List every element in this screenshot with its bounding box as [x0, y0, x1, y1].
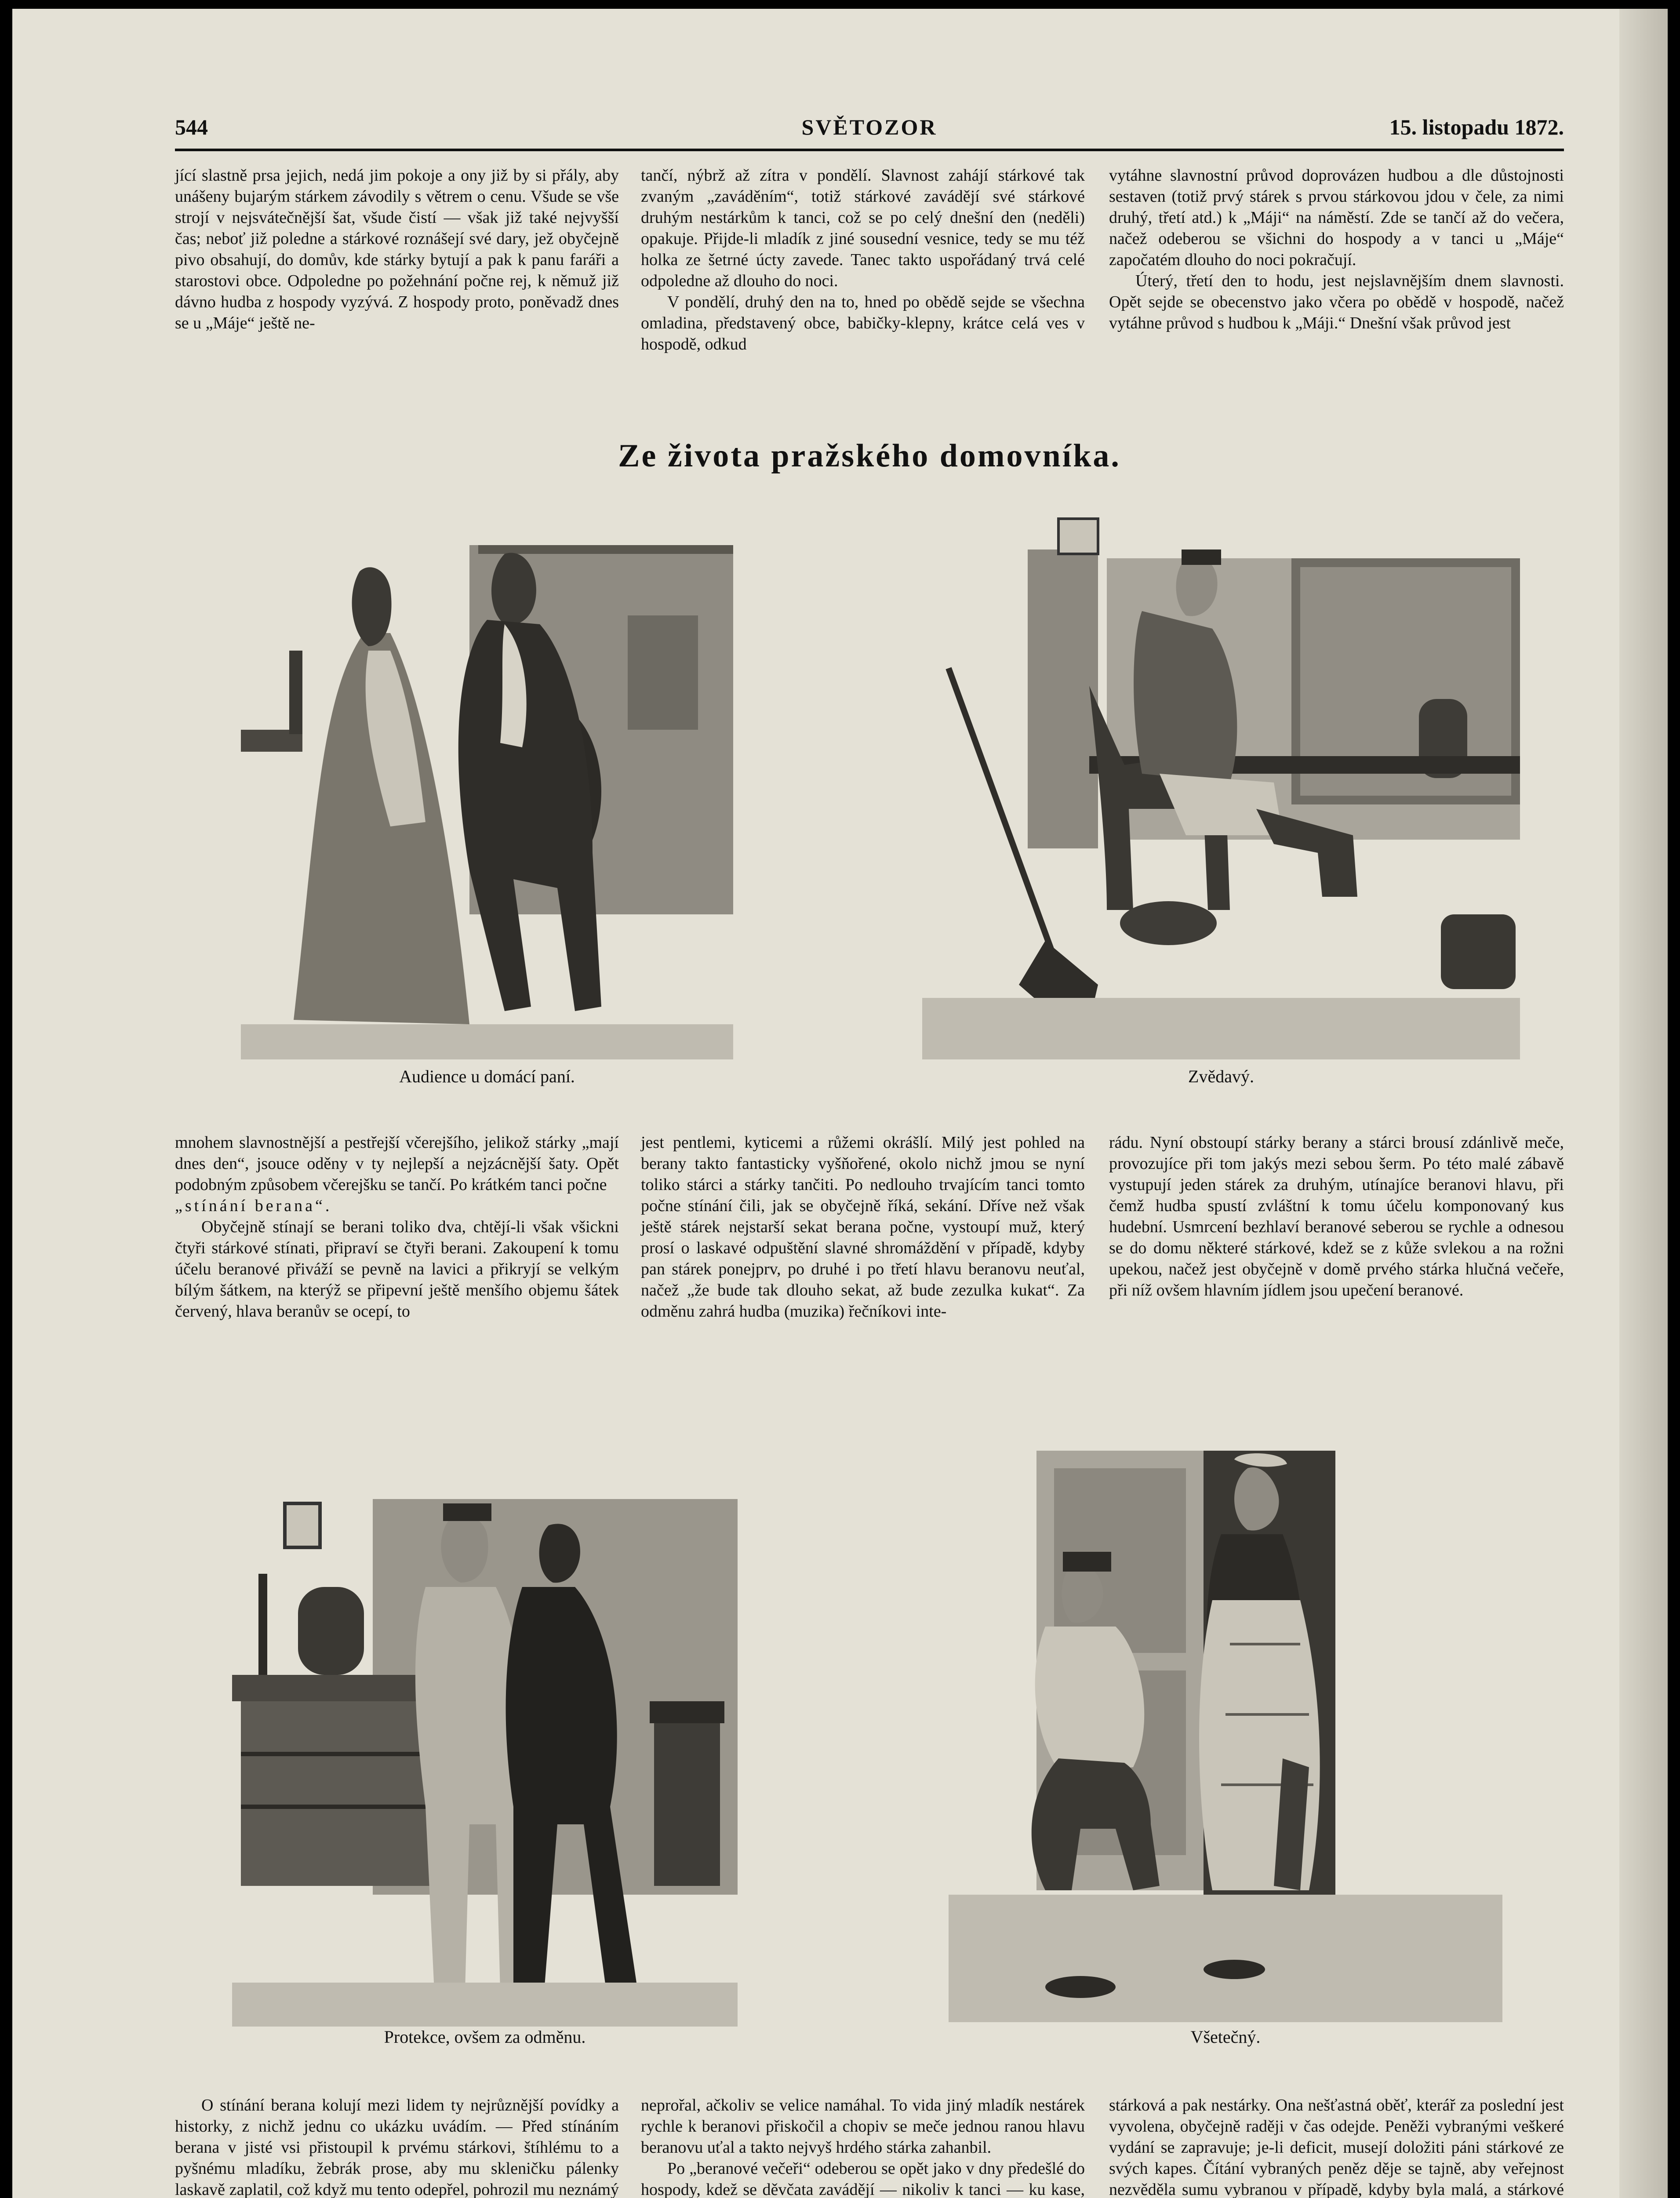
paragraph: mnohem slavnostnější a pestřejší včerejšího, jelikož stárky „mají dnes den“, jsouce oděny v ty nejlepší a nejzácnější šaty. Opět podobným způsobem včerejšku se tančí. Po krátkém tanci počne: [175, 1133, 619, 1194]
top-column-1: [175, 165, 619, 334]
bottom-column-2: [641, 2095, 1085, 2198]
header-rule: [175, 149, 1564, 151]
caption-audience: Audience u domácí paní.: [399, 1066, 575, 1086]
middle-column-3: [1109, 1132, 1564, 1301]
illustration-protection: [232, 1473, 738, 2027]
paragraph: jící slastně prsa jejich, nedá jim pokoje a ony již by si přály, aby unášeny bujarým stárkem závodily s větrem o cenu. Všude se vše strojí v nejsvátečnější šat, všude čistí — však již také nejvyšší čas; neboť již poledne a stárkové roznášejí své dary, jež obyčejně pivo obsahují, do domův, kde stárky bytují a pak k panu faráři a starostovi obce. Odpoledne po požehnání počne rej, k němuž již dávno hudba z hospody vyzývá. Z hospody proto, poněvadž dnes se u „Máje“ ještě ne-: [175, 166, 619, 332]
paragraph: Úterý, třetí den to hodu, jest nejslavnějším dnem slavnosti. Opět sejde se obecenstvo jako včera po obědě v hospodě, načež vytáhne průvod s hudbou k „Máji.“ Dnešní však průvod jest: [1109, 272, 1564, 332]
page-header: [175, 114, 1564, 145]
paragraph: Po „beranové večeři“ odeberou se opět jako v dny předešlé do hospody, kdež se děvčata zavádějí — nikoliv k tanci — ku kase,: [641, 2159, 1085, 2198]
top-column-2: [641, 165, 1085, 355]
feature-title: Ze života pražského domovníka.: [618, 438, 1121, 474]
paragraph: neprořal, ačkoliv se velice namáhal. To vida jiný mladík nestárek rychle k beranovi přiskočil a chopiv se meče jednou ranou hlavu beranovu uťal a takto nejvyš hrdého stárka zahanbil.: [641, 2096, 1085, 2157]
bottom-column-3: [1109, 2095, 1564, 2198]
paragraph: stárková a pak nestárky. Ona nešťastná oběť, kterář za poslední jest vyvolena, obyčejně raději v čas odejde. Peněži vybranými veškeré vydání se zapravuje; je-li deficit, musejí doložiti páni stárkové ze svých kapes. Čítání vybraných peněz děje se tajně, aby veřejnost nezvěděla sumu vybranou v případě, kdyby byla malá, a stárkové: [1109, 2096, 1564, 2198]
issue-date: 15. listopadu 1872.: [1389, 115, 1564, 139]
paragraph: jest pentlemi, kyticemi a růžemi okrášlí. Milý jest pohled na berany takto fantasticky vyšňořené, okolo nichž jmou se nyní toliko stárci a stárky tančiti. Po nedlouho trvajícím tanci tomto počne stínání čili, jak se obyčejně říká, sekání. Dříve než však ještě stárek nejstarší sekat berana počne, vystoupí muž, který prosí o laskavé odpuštění slavné shromáždění v případě, kdyby pan stárek ponejprv, po druhé i po třetí hlavu beranovu neuťal, načež „že bude tak dlouho sekat, až bude zezulka kukat“. Za odměnu zahrá hudba (muzika) řečníkovi inte-: [641, 1133, 1085, 1321]
caption-nosy: Všetečný.: [1190, 2027, 1261, 2047]
middle-column-2: [641, 1132, 1085, 1322]
middle-column-1: [175, 1132, 619, 1322]
top-column-3: [1109, 165, 1564, 334]
paragraph: O stínání berana kolují mezi lidem ty nejrůznější povídky a historky, z nichž jednu co ukázku uvádím. — Před stínáním berana v jisté vsi přistoupil k prvému stárkovi, štíhlému to a pyšnému mladíku, žebrák prose, aby mu skleničku pálenky laskavě zaplatil, což když mu tento odepřel, pohrozil mu neznámý: [175, 2096, 619, 2198]
masthead: SVĚTOZOR: [801, 115, 938, 139]
illustration-curious: [922, 501, 1520, 1059]
page-number: 544: [175, 115, 208, 139]
illustration-nosy: [949, 1451, 1502, 2022]
caption-curious: Zvědavý.: [1188, 1066, 1254, 1086]
engraving-curious: [922, 501, 1520, 1059]
paragraph: tančí, nýbrž až zítra v pondělí. Slavnost zahájí stárkové tak zvaným „zaváděním“, totiž stárkové zavádějí své stárkové druhým nestárkům k tanci, což se po celý dnešní den (neděli) opakuje. Přijde-li mladík z jiné sousední vesnice, tedy se mu též holka ze šetrné úcty zavede. Tanec takto uspořádaný trvá celé odpoledne až dlouho do noci.: [641, 166, 1085, 290]
paragraph: rádu. Nyní obstoupí stárky berany a stárci brousí zdánlivě meče, provozujíce při tom jakýs mezi sebou šerm. Po této malé zábavě vystupují jeden stárek za druhým, utínajíce beranovi hlavu, při čemž hudba spustí zvláštní k tomu účelu komponovaný kus hudební. Usmrcení bezhlaví beranové seberou se rychle a odnesou se do domu některé stárkové, kdež se z kůže svlekou a na rožni upekou, načež jest obyčejně v domě prvého stárka hlučná večeře, při níž ovšem hlavním jídlem jsou upečení beranové.: [1109, 1133, 1564, 1299]
section-heading: „stínání berana“.: [175, 1197, 332, 1215]
engraving-nosy: [949, 1451, 1502, 2022]
illustration-audience: [241, 519, 733, 1059]
bottom-column-1: [175, 2095, 619, 2198]
page-gutter: [1619, 9, 1668, 2198]
paragraph: vytáhne slavnostní průvod doprovázen hudbou a dle důstojnosti sestaven (totiž prvý stárek s prvou stárkovou jdou v čele, za nimi druhý, třetí atd.) k „Máji“ na náměstí. Zde se tančí až do večera, načež odeberou se všichni do hospody a v tanci u „Máje“ započatém dlouho do noci pokračují.: [1109, 166, 1564, 269]
engraving-audience: [241, 519, 733, 1059]
caption-protection: Protekce, ovšem za odměnu.: [384, 2027, 586, 2047]
paragraph: Obyčejně stínají se berani toliko dva, chtějí-li však všickni čtyři stárkové stínati, připraví se čtyři berani. Zakoupení k tomu účelu beranové přiváží se pevně na lavici a přikryjí se velkým bílým šátkem, na kterýž se připevní ještě menšího objemu šátek červený, hlava beranův se ocepí, to: [175, 1218, 619, 1321]
engraving-protection: [232, 1473, 738, 2027]
newspaper-page: [12, 9, 1668, 2198]
paragraph: V pondělí, druhý den na to, hned po obědě sejde se všechna omladina, představený obce, babičky-klepny, krátce celá ves v hospodě, odkud: [641, 293, 1085, 353]
